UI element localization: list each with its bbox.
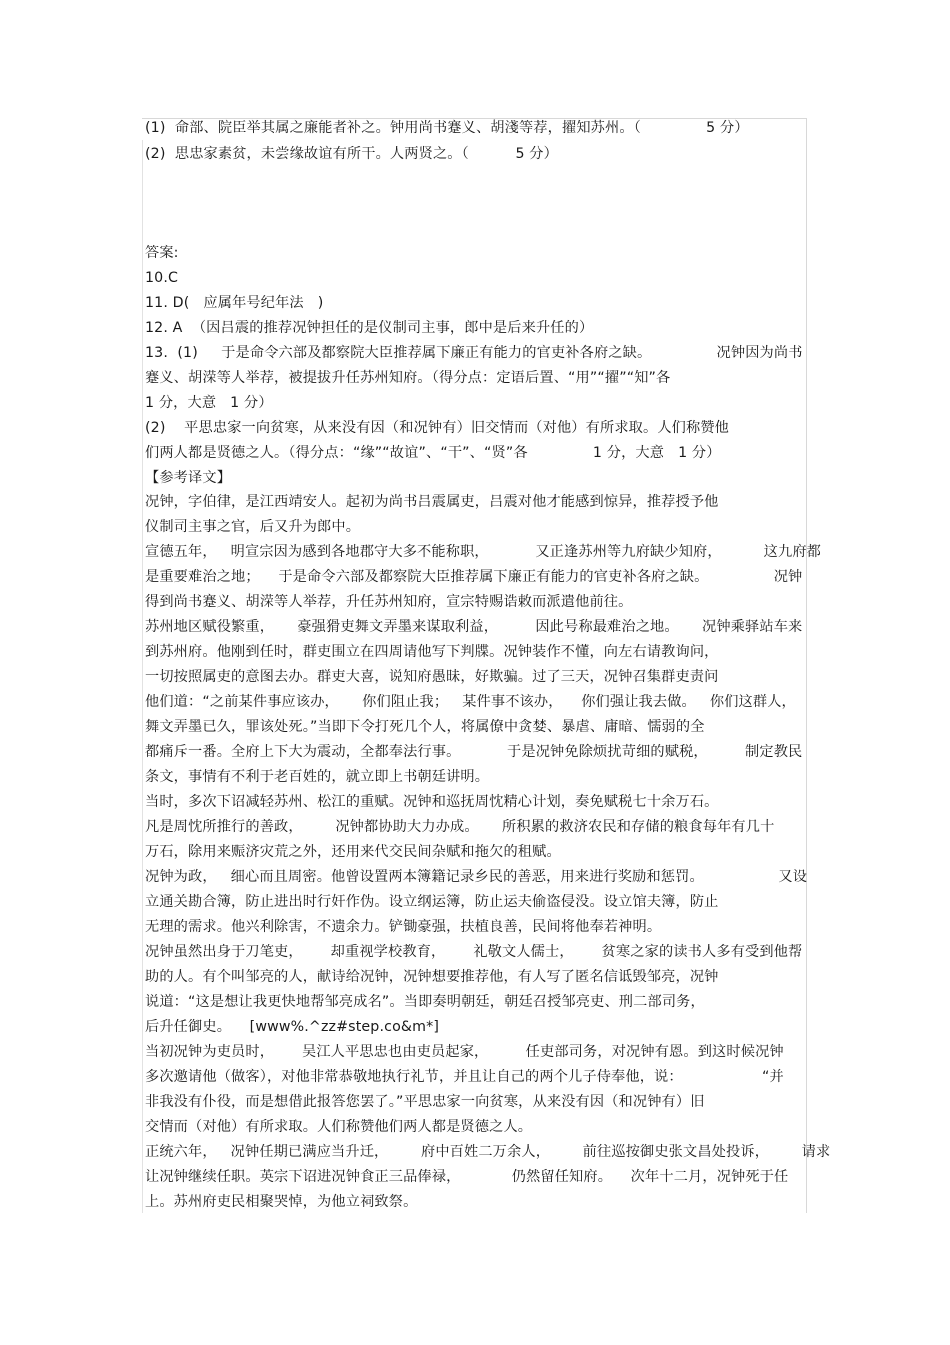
translation-line: 说道：“这是想让我更快地帮邹亮成名”。当即奏明朝廷，朝廷召授邹亮吏、刑二部司务， bbox=[145, 994, 705, 1010]
translation-line: 立通关勘合簿，防止进出时行奸作伪。设立纲运簿，防止运夫偷盗侵没。设立馆夫簿，防止 bbox=[145, 894, 719, 910]
translation-heading: 【参考译文】 bbox=[145, 470, 232, 486]
translation-line: 况钟虽然出身于刀笔吏， 却重视学校教育， 礼敬文人儒士， 贫寒之家的读书人多有受到他帮 bbox=[145, 944, 803, 960]
translation-line: 到苏州府。他刚到任时，群吏围立在四周请他写下判牒。况钟装作不懂，向左右请教询问， bbox=[145, 644, 719, 660]
answer-13-line: 蹇义、胡溁等人举荐，被提拔升任苏州知府。（得分点：定语后置、“用”“擢”“知”各 bbox=[145, 370, 671, 386]
translation-line: 一切按照属吏的意图去办。群吏大喜，说知府愚昧，好欺骗。过了三天，况钟召集群吏责问 bbox=[145, 669, 719, 685]
translation-line: 非我没有仆役，而是想借此报答您罢了。”平思忠家一向贫寒，从来没有因（和况钟有）旧 bbox=[145, 1094, 705, 1110]
question-2-prompt: (2) 思忠家素贫，未尝缘故谊有所干。人两贤之。（ 5 分） bbox=[145, 146, 558, 162]
translation-line: 多次邀请他（做客），对他非常恭敬地执行礼节，并且让自己的两个儿子侍奉他，说： “并 bbox=[145, 1069, 784, 1085]
translation-line: 都痛斥一番。全府上下大为震动，全都奉法行事。 于是况钟免除烦扰苛细的赋税， 制定教民 bbox=[145, 744, 803, 760]
answer-11: 11. D( 应属年号纪年法 ) bbox=[145, 295, 324, 311]
question-1-prompt: (1) 命部、院臣举其属之廉能者补之。钟用尚书蹇义、胡淺等荐，擢知苏州。（ 5 分） bbox=[145, 120, 749, 136]
translation-line: 上。苏州府吏民相聚哭悼，为他立祠致祭。 bbox=[145, 1194, 418, 1210]
answer-10: 10.C bbox=[145, 270, 179, 286]
translation-line: 况钟为政， 细心而且周密。他曾设置两本簿籍记录乡民的善恶，用来进行奖励和惩罚。 又设 bbox=[145, 869, 808, 885]
translation-line: 交情而（对他）有所求取。人们称赞他们两人都是贤德之人。 bbox=[145, 1119, 533, 1135]
translation-line: 当时，多次下诏减轻苏州、松江的重赋。况钟和巡抚周忱精心计划，奏免赋税七十余万石。 bbox=[145, 794, 719, 810]
translation-line: 助的人。有个叫邹亮的人，献诗给况钟，况钟想要推荐他，有人写了匿名信诋毁邹亮，况钟 bbox=[145, 969, 719, 985]
answer-12: 12. A （因吕震的推荐况钟担任的是仪制司主事，郎中是后来升任的） bbox=[145, 320, 594, 336]
translation-line: 得到尚书蹇义、胡溁等人举荐，升任苏州知府，宣宗特赐诰敕而派遣他前往。 bbox=[145, 594, 633, 610]
page-frame-left-rule bbox=[142, 140, 143, 1213]
translation-line: 舞文弄墨已久，罪该处死。”当即下令打死几个人，将属僚中贪婪、暴虐、庸暗、懦弱的全 bbox=[145, 719, 705, 735]
answer-13-line: 1 分，大意 1 分） bbox=[145, 395, 273, 411]
translation-line: 无理的需求。他兴利除害，不遗余力。铲锄豪强，扶植良善，民间将他奉若神明。 bbox=[145, 919, 662, 935]
translation-line: 他们道：“之前某件事应该办， 你们阻止我； 某件事不该办， 你们强让我去做。 你们这群人， bbox=[145, 694, 796, 710]
translation-line: 正统六年， 况钟任期已满应当升迁， 府中百姓二万余人， 前往巡按御史张文昌处投诉， 请求 bbox=[145, 1144, 831, 1160]
translation-line: 苏州地区赋役繁重， 豪强猾吏舞文弄墨来谋取利益， 因此号称最难治之地。 况钟乘驿站车来 bbox=[145, 619, 803, 635]
translation-line: 是重要难治之地； 于是命令六部及都察院大臣推荐属下廉正有能力的官吏补各府之缺。 况钟 bbox=[145, 569, 803, 585]
translation-line: 当初况钟为吏员时， 吴江人平思忠也由吏员起家， 任吏部司务，对况钟有恩。到这时候况钟 bbox=[145, 1044, 784, 1060]
translation-line: 条文，事情有不利于老百姓的，就立即上书朝廷讲明。 bbox=[145, 769, 490, 785]
translation-line: 后升任御史。 [www%.^zz#step.co&m*] bbox=[145, 1019, 440, 1035]
translation-line: 凡是周忱所推行的善政， 况钟都协助大力办成。 所积累的救济农民和存储的粮食每年有几十 bbox=[145, 819, 775, 835]
answer-13-line: 们两人都是贤德之人。（得分点：“缘”“故谊”、“干”、“贤”各 1 分，大意 1 分） bbox=[145, 445, 721, 461]
translation-line: 万石，除用来赈济灾荒之外，还用来代交民间杂赋和拖欠的租赋。 bbox=[145, 844, 561, 860]
translation-line: 仪制司主事之官，后又升为郎中。 bbox=[145, 519, 361, 535]
answer-13-line: (2) 平思忠家一向贫寒，从来没有因（和况钟有）旧交情而（对他）有所求取。人们称赞他 bbox=[145, 420, 730, 436]
page-frame-right-rule bbox=[806, 118, 807, 1213]
translation-line: 况钟，字伯律，是江西靖安人。起初为尚书吕震属吏，吕震对他才能感到惊异，推荐授予他 bbox=[145, 494, 719, 510]
answer-heading: 答案: bbox=[145, 245, 179, 261]
translation-line: 宣德五年， 明宣宗因为感到各地郡守大多不能称职， 又正逢苏州等九府缺少知府， 这九府都 bbox=[145, 544, 822, 560]
translation-line: 让况钟继续任职。英宗下诏进况钟食正三品俸禄， 仍然留任知府。 次年十二月，况钟死于任 bbox=[145, 1169, 789, 1185]
answer-13-line: 13. (1) 于是命令六部及都察院大臣推荐属下廉正有能力的官吏补各府之缺。 况钟因为尚书 bbox=[145, 345, 803, 361]
